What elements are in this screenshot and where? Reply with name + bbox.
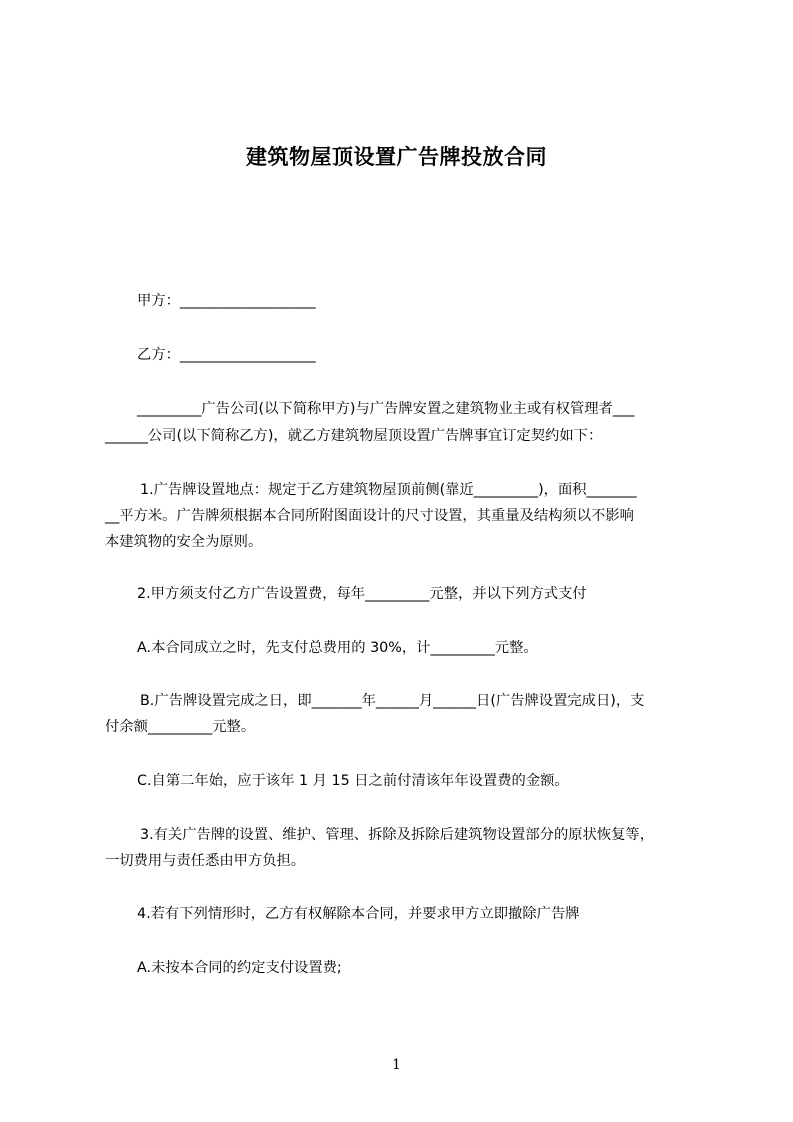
clause-1-line-1: 1.广告牌设置地点：规定于乙方建筑物屋顶前侧(靠近_________)，面积_______ [140,482,637,498]
intro-line-2: ______公司(以下简称乙方)，就乙方建筑物屋顶设置广告牌事宜订定契约如下： [105,428,603,444]
party-a-line: 甲方：___________________ [137,293,316,309]
clause-1-line-2: __平方米。广告牌须根据本合同所附图面设计的尺寸设置，其重量及结构须以不影响 [105,508,634,524]
clause-4a: A.未按本合同的约定支付设置费; [137,960,342,976]
clause-2b-line-1: B.广告牌设置完成之日，即_______年______月______日(广告牌设置完成日)，支 [140,693,645,709]
clause-3-line-2: 一切费用与责任悉由甲方负担。 [105,853,306,869]
clause-2c: C.自第二年始，应于该年 1 月 15 日之前付清该年年设置费的金额。 [137,773,569,789]
page-number: 1 [392,1057,401,1073]
clause-2a: A.本合同成立之时，先支付总费用的 30%，计_________元整。 [137,640,538,656]
clause-2: 2.甲方须支付乙方广告设置费，每年_________元整，并以下列方式支付 [137,586,587,602]
intro-line-1: _________广告公司(以下简称甲方)与广告牌安置之建筑物业主或有权管理者___ [137,401,635,417]
clause-2b-line-2: 付余额_________元整。 [105,719,256,735]
clause-1-line-3: 本建筑物的安全为原则。 [105,534,263,550]
party-b-line: 乙方：___________________ [137,347,316,363]
document-title: 建筑物屋顶设置广告牌投放合同 [246,145,547,169]
clause-3-line-1: 3.有关广告牌的设置、维护、管理、拆除及拆除后建筑物设置部分的原状恢复等， [140,827,655,843]
clause-4: 4.若有下列情形时，乙方有权解除本合同，并要求甲方立即撤除广告牌 [137,906,580,922]
